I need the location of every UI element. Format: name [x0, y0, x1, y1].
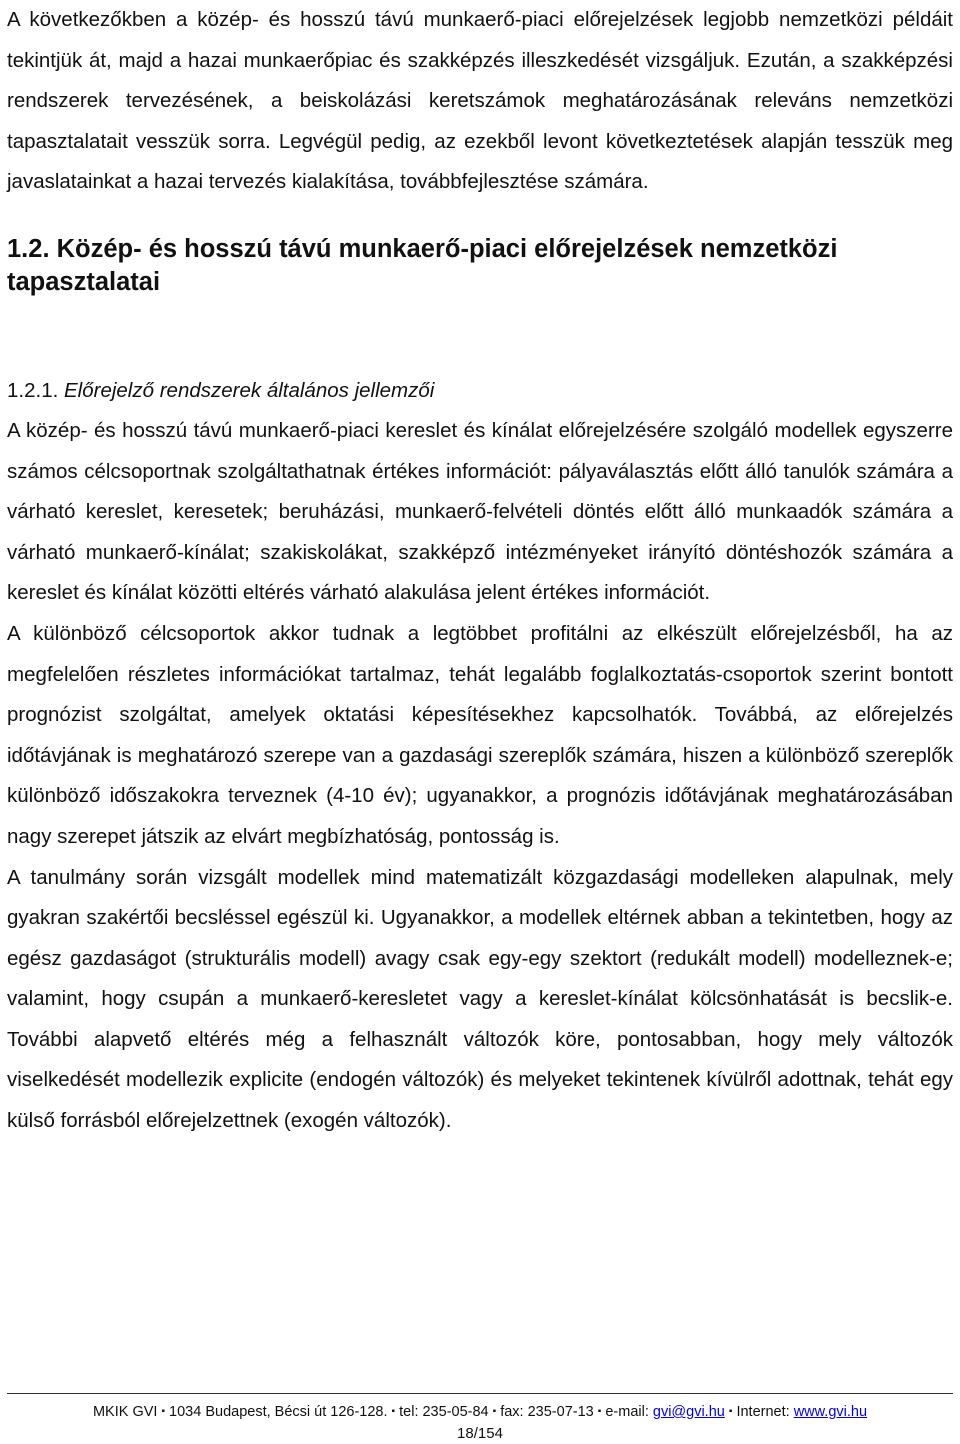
footer-website-link[interactable]: www.gvi.hu: [793, 1404, 868, 1420]
footer-contact-line: [7, 1394, 953, 1422]
page-footer: [7, 1393, 953, 1444]
footer-email-label: e-mail:: [605, 1404, 649, 1420]
footer-separator: ▪: [728, 1406, 733, 1418]
paragraph-models: A tanulmány során vizsgált modellek mind matematizált közgazdasági modelleken alapulnak, mely gyakran szakértői becsléssel egészül ki. Ugyanakkor, a modellek eltérnek abban a tekintetben, hogy az egész gazdaságot (strukturális modell) avagy csak egy-egy szektort (redukált modell) modelleznek-e; valamint, hogy csupán a munkaerő-keresletet vagy a kereslet-kínálat kölcsönhatását is becslik-e. További alapvető eltérés még a felhasznált változók köre, pontosabban, hogy mely változók viselkedését modellezik explicite (endogén változók) és melyeket tekintenek kívülről adottnak, tehát egy külső forrásból előrejelzettnek (exogén változók).: [7, 865, 953, 1133]
paragraph-target-groups: A közép- és hosszú távú munkaerő-piaci kereslet és kínálat előrejelzésére szolgáló modellek egyszerre számos célcsoportnak szolgáltathatnak értékes információt: pályaválasztás előtt álló tanulók számára a várható kereslet, keresetek; beruházási, munkaerő-felvételi döntés előtt álló munkaadók számára a várható munkaerő-kínálat; szakiskolákat, szakképző intézményeket irányító döntéshozók számára a kereslet és kínálat közötti eltérés várható alakulása jelent értékes információt.: [7, 418, 953, 605]
section-heading: 1.2. Közép- és hosszú távú munkaerő-piaci előrejelzések nemzetközi tapasztalatai: [7, 234, 838, 296]
subsection-title: Előrejelző rendszerek általános jellemzői: [64, 378, 435, 402]
document-page: [7, 0, 953, 1142]
footer-email-link[interactable]: gvi@gvi.hu: [652, 1404, 725, 1420]
footer-internet-label: Internet:: [736, 1404, 790, 1420]
paragraph-benefits: A különböző célcsoportok akkor tudnak a legtöbbet profitálni az elkészült előrejelzésből, ha az megfelelően részletes információkat tartalmaz, tehát legalább foglalkoztatás-csoportok szerint bontott prognózist szolgáltat, amelyek oktatási képesítésekhez kapcsolhatók. Továbbá, az előrejelzés időtávjának is meghatározó szerepe van a gazdasági szereplők számára, hiszen a különböző szereplők különböző időszakokra terveznek (4-10 év); ugyanakkor, a prognózis időtávjának meghatározásában nagy szerepet játszik az elvárt megbízhatóság, pontosság is.: [7, 621, 953, 848]
subsection-heading: [7, 371, 953, 411]
intro-paragraph: A következőkben a közép- és hosszú távú munkaerő-piaci előrejelzések legjobb nemzetközi példáit tekintjük át, majd a hazai munkaerőpiac és szakképzés illeszkedését vizsgáljuk. Ezután, a szakképzési rendszerek tervezésének, a beiskolázási keretszámok meghatározásának releváns nemzetközi tapasztalatait vesszük sorra. Legvégül pedig, az ezekből levont következtetések alapján tesszük meg javaslatainkat a hazai tervezés kialakítása, továbbfejlesztése számára.: [7, 8, 953, 194]
page-number: 18/154: [457, 1425, 503, 1443]
footer-separator: ▪: [391, 1406, 396, 1418]
footer-separator: ▪: [492, 1406, 497, 1418]
footer-org: MKIK GVI: [92, 1404, 158, 1420]
footer-tel: tel: 235-05-84: [399, 1404, 489, 1420]
footer-fax: fax: 235-07-13: [500, 1404, 594, 1420]
footer-address: 1034 Budapest, Bécsi út 126-128.: [169, 1404, 388, 1420]
subsection-number: 1.2.1.: [7, 378, 59, 402]
footer-separator: ▪: [597, 1406, 602, 1418]
footer-separator: ▪: [161, 1406, 166, 1418]
